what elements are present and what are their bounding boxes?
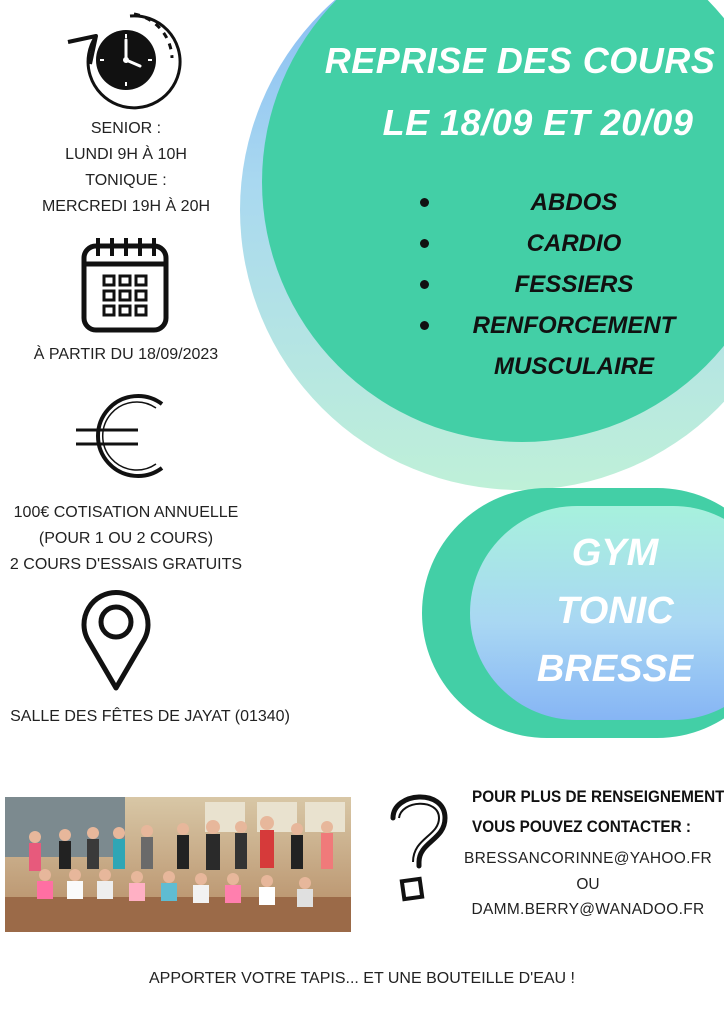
- list-item: [410, 264, 710, 305]
- bullet-dot: [420, 280, 429, 289]
- bullet-dot: [420, 198, 429, 207]
- contact-or: OU: [576, 876, 600, 893]
- course-name: CARDIO: [526, 230, 622, 257]
- price-text: [0, 500, 252, 578]
- schedule-senior-time: LUNDI 9H À 10H: [65, 146, 187, 163]
- start-date: À PARTIR DU 18/09/2023: [33, 346, 219, 363]
- headline-line-1: REPRISE DES COURS: [324, 40, 716, 81]
- course-list: [410, 182, 710, 387]
- free-trial: 2 COURS D'ESSAIS GRATUITS: [9, 556, 243, 573]
- location-pin-icon: [80, 588, 152, 692]
- club-name-line-2: TONIC: [556, 590, 674, 632]
- euro-icon: [72, 386, 172, 486]
- schedule-tonic-time: MERCREDI 19H À 20H: [41, 198, 211, 215]
- course-name: RENFORCEMENT: [472, 312, 676, 339]
- contact-email-1[interactable]: BRESSANCORINNE@YAHOO.FR: [464, 850, 712, 867]
- list-item: [410, 305, 710, 346]
- bullet-dot: [420, 239, 429, 248]
- group-photo: [5, 797, 351, 932]
- bullet-dot: [420, 321, 429, 330]
- footer-note: APPORTER VOTRE TAPIS... ET UNE BOUTEILLE D'EAU !: [149, 970, 575, 987]
- schedule-tonic-label: TONIQUE :: [85, 172, 167, 189]
- course-name: ABDOS: [530, 189, 618, 216]
- price-courses: (POUR 1 OU 2 COURS): [38, 530, 214, 547]
- headline-line-2: LE 18/09 ET 20/09: [382, 102, 694, 143]
- list-item: [410, 346, 710, 387]
- contact-heading-1: POUR PLUS DE RENSEIGNEMENT: [472, 787, 724, 806]
- venue: SALLE DES FÊTES DE JAYAT (01340): [10, 708, 290, 725]
- course-name-continued: MUSCULAIRE: [494, 353, 654, 380]
- club-name-line-1: GYM: [571, 532, 659, 574]
- contact-email-2[interactable]: DAMM.BERRY@WANADOO.FR: [471, 901, 705, 918]
- clock-icon: [60, 8, 184, 112]
- list-item: [410, 223, 710, 264]
- course-name: FESSIERS: [514, 271, 634, 298]
- price-annual: 100€ COTISATION ANNUELLE: [13, 504, 239, 521]
- schedule-senior-label: SENIOR :: [90, 120, 162, 137]
- club-name-line-3: BRESSE: [536, 648, 694, 690]
- contact-heading-2: VOUS POUVEZ CONTACTER :: [472, 817, 692, 836]
- list-item: [410, 182, 710, 223]
- question-mark-icon: [383, 788, 455, 908]
- schedule-text: [0, 116, 252, 220]
- calendar-icon: [80, 234, 170, 334]
